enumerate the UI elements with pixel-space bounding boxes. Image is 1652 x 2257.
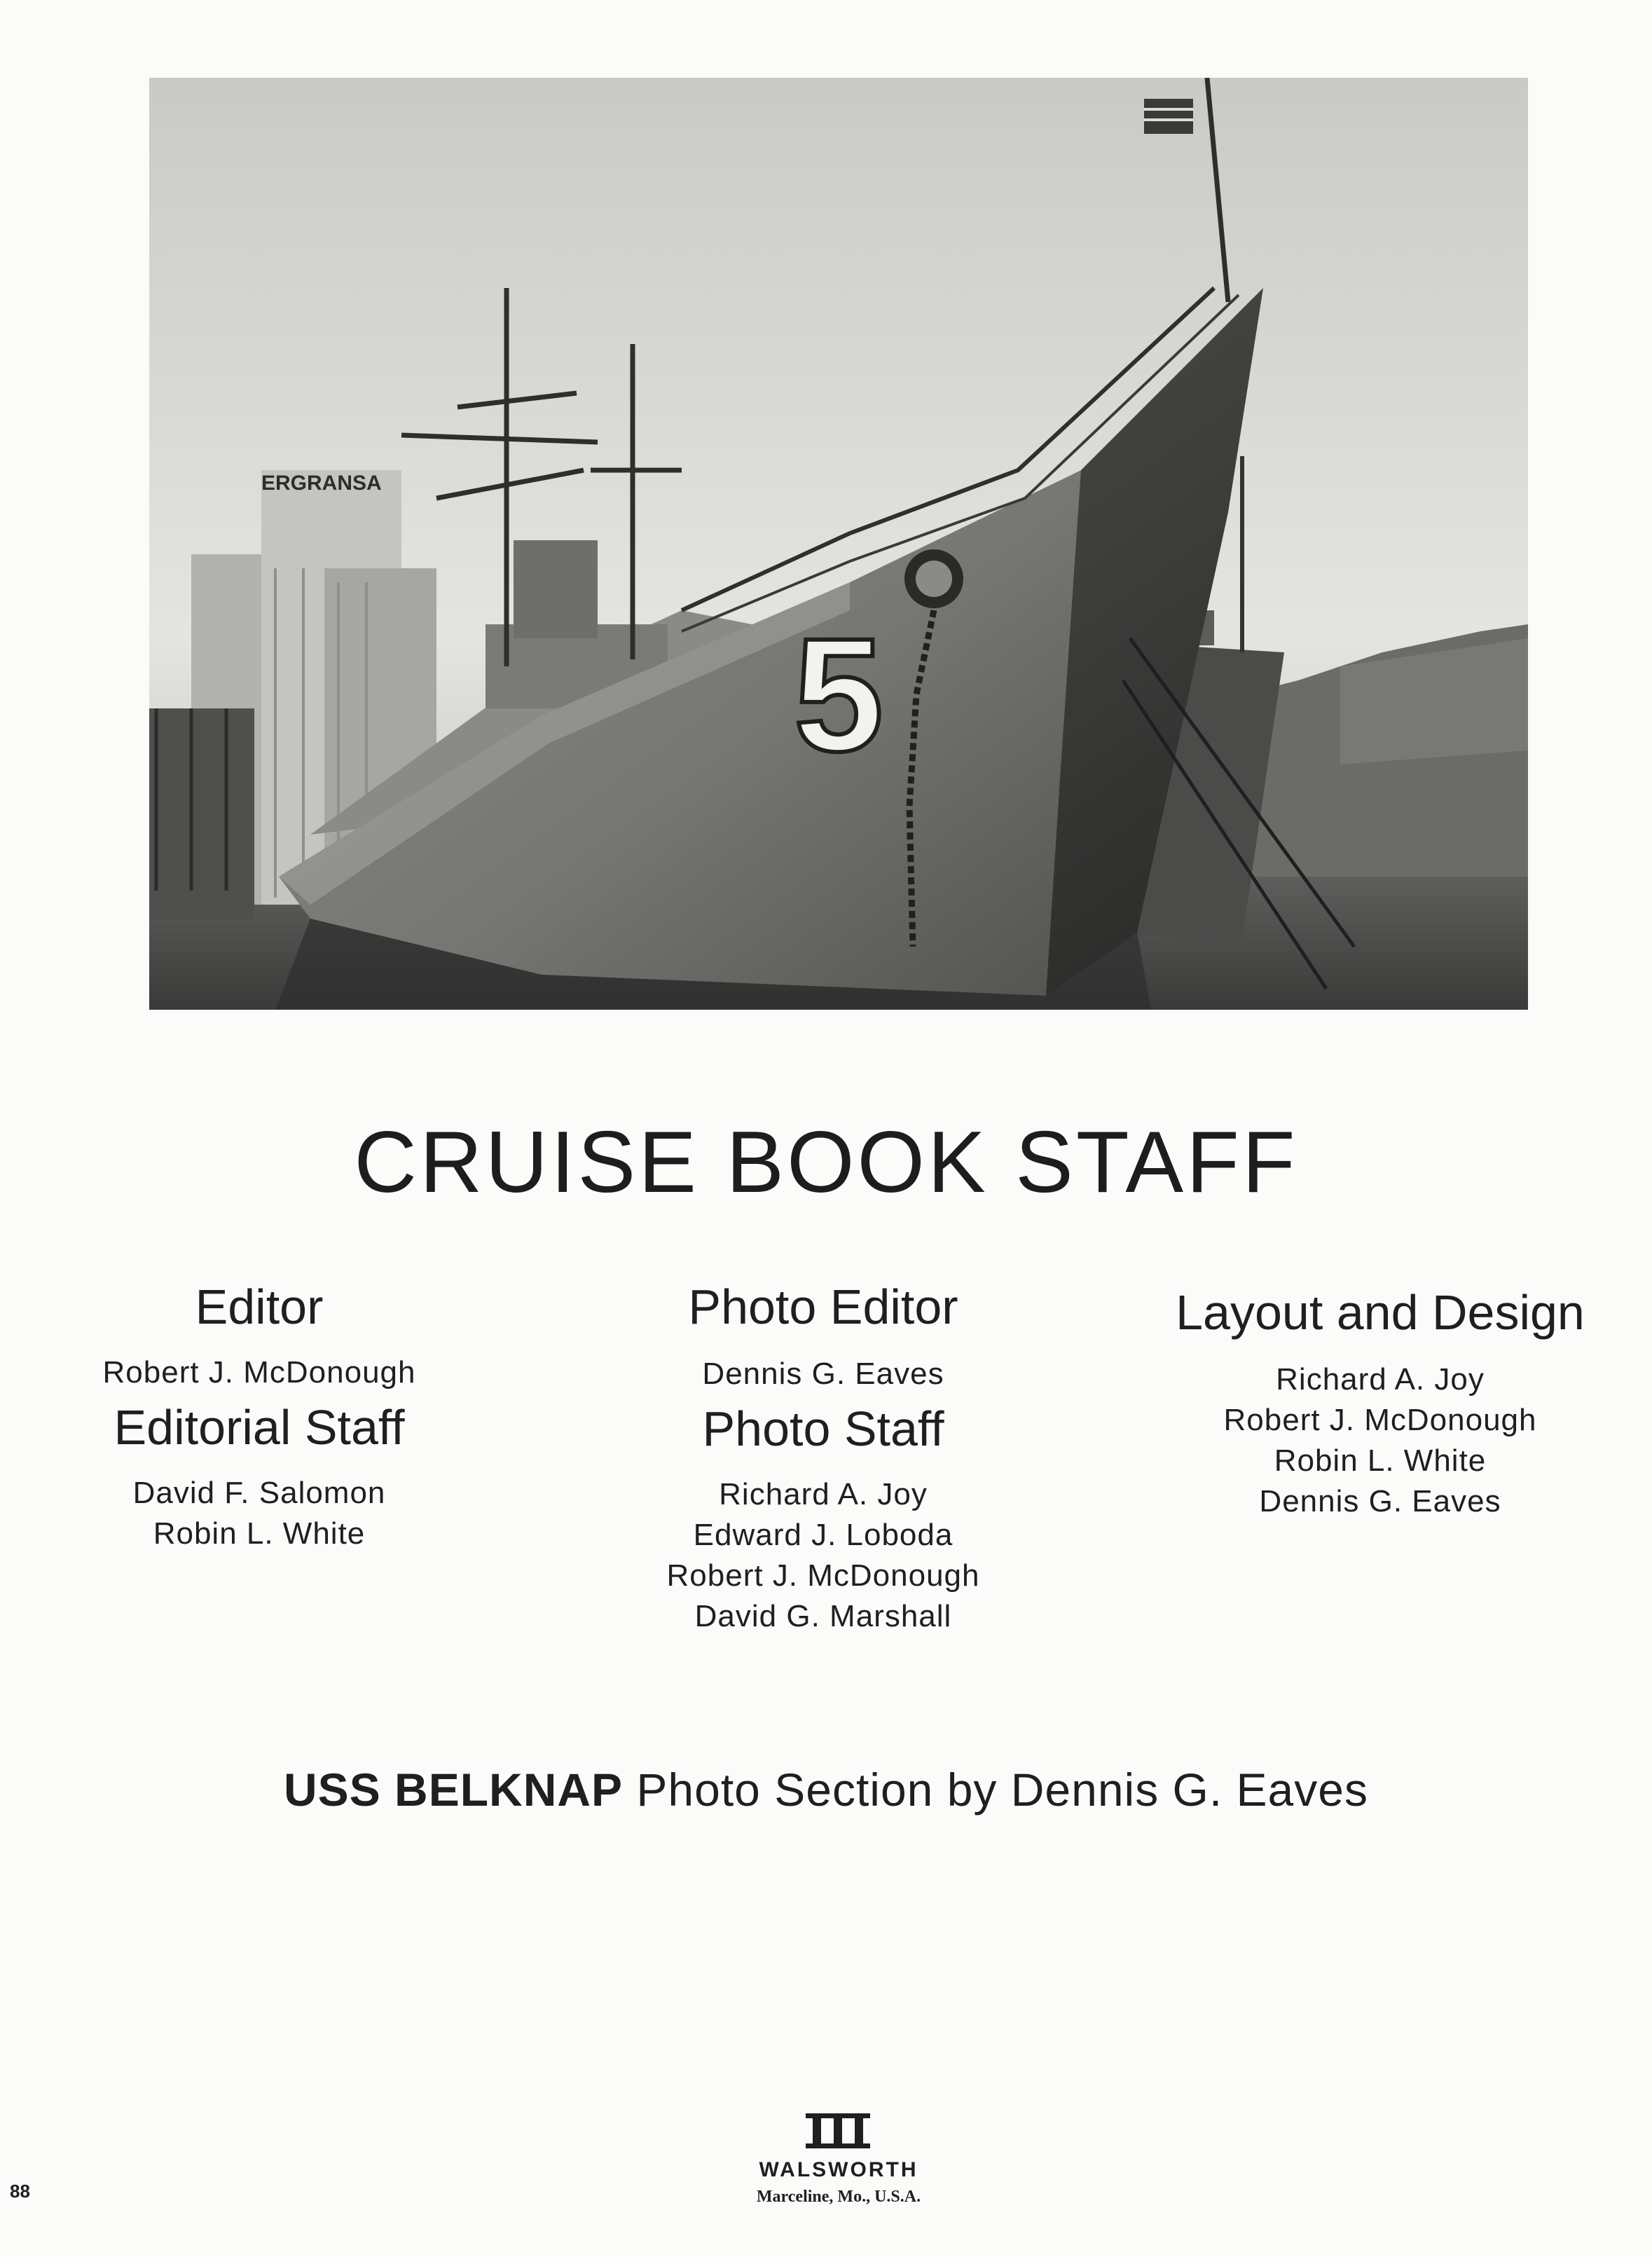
section-heading: Editorial Staff bbox=[113, 1400, 405, 1455]
staff-column-3 bbox=[1142, 0, 1618, 1522]
staff-name: David F. Salomon bbox=[132, 1476, 386, 1510]
section-heading: Editor bbox=[195, 1280, 324, 1334]
staff-name: David G. Marshall bbox=[694, 1599, 952, 1633]
ship-name: USS BELKNAP bbox=[284, 1764, 624, 1816]
staff-name: Robert J. McDonough bbox=[102, 1355, 416, 1390]
building-sign: ERGRANSA bbox=[261, 472, 382, 495]
staff-column-1 bbox=[49, 0, 469, 1554]
staff-name: Robert J. McDonough bbox=[666, 1558, 980, 1593]
staff-name: Dennis G. Eaves bbox=[1259, 1484, 1501, 1518]
walsworth-logo-icon bbox=[806, 2113, 870, 2148]
staff-name: Robert J. McDonough bbox=[1223, 1403, 1537, 1437]
staff-name: Robin L. White bbox=[1274, 1443, 1487, 1478]
staff-name: Edward J. Loboda bbox=[693, 1518, 954, 1552]
staff-name: Robin L. White bbox=[153, 1516, 366, 1551]
section-heading: Photo Staff bbox=[702, 1401, 944, 1456]
hull-number: 5 bbox=[794, 605, 883, 785]
publisher-location: Marceline, Mo., U.S.A. bbox=[756, 2188, 921, 2206]
photo-credit bbox=[0, 1763, 1652, 1816]
section-heading: Photo Editor bbox=[688, 1280, 958, 1334]
staff-name: Richard A. Joy bbox=[1276, 1362, 1485, 1397]
publisher-name: WALSWORTH bbox=[759, 2158, 918, 2181]
page-number: 88 bbox=[10, 2181, 30, 2202]
credit-text: Photo Section by Dennis G. Eaves bbox=[623, 1764, 1368, 1816]
section-heading: Layout and Design bbox=[1176, 1285, 1585, 1340]
page-title: CRUISE BOOK STAFF bbox=[354, 1114, 1298, 1211]
staff-name: Dennis G. Eaves bbox=[702, 1357, 944, 1391]
staff-column-2 bbox=[613, 0, 1033, 1637]
staff-name: Richard A. Joy bbox=[719, 1477, 928, 1511]
